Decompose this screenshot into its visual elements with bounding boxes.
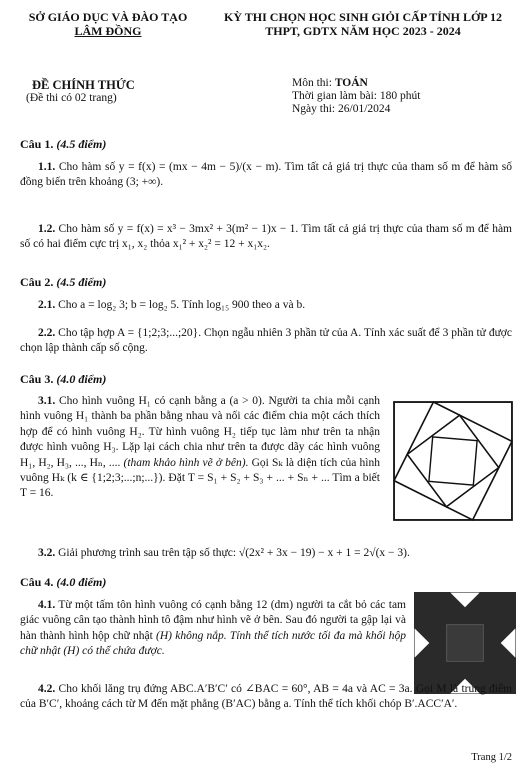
q3-part2-label: 3.2.	[38, 547, 56, 559]
q3-title-text: Câu 3.	[20, 372, 57, 386]
q1-part1-text: Cho hàm số y = f(x) = (mx − 4m − 5)/(x − m). Tìm tất cả giá trị thực của tham số m để hàm số đồng biến trên khoảng (3; +∞).	[20, 161, 512, 189]
q3-part1-italic: (tham khảo hình vẽ ở bên).	[123, 456, 249, 469]
q1-part1	[20, 160, 512, 191]
q3-title	[20, 372, 512, 387]
exam-info	[292, 77, 420, 116]
q4-part1-label: 4.1.	[38, 599, 56, 611]
q2-title	[20, 275, 512, 290]
q1-part2	[20, 222, 512, 253]
q3-part1-text-a: Cho hình vuông H₁ có cạnh bằng a (a > 0). Người ta chia mỗi cạnh hình vuông H₁ thành ba phần bằng nhau và nối các điểm chia một cách thích hợp để có hình vuông H₂. Từ hình vuông H₂ tiếp tục làm như trên ta nhận được hình vuông H₃. Lặp lại cách chia như trên ta được dãy các hình vuông H₁, H₂, H₃, ..., Hₙ, ....	[20, 395, 380, 469]
pages-note: (Đề thi có 02 trang)	[26, 92, 117, 104]
header-organization	[18, 10, 198, 38]
q3-points: (4.0 điểm)	[56, 372, 107, 386]
header-exam-title	[208, 10, 518, 38]
q4-part1-italic: (H) không nắp. Tính thể tích nước tối đa mà khối hộp chữ nhật (H) có thể chứa được.	[20, 629, 406, 658]
exam-date: Ngày thi: 26/01/2024	[292, 103, 391, 115]
q4-title	[20, 575, 512, 590]
q4-part2	[20, 682, 512, 713]
q4-points: (4.0 điểm)	[56, 575, 107, 589]
q2-part2-text: Cho tập hợp A = {1;2;3;...;20}. Chọn ngẫu nhiên 3 phần tử của A. Tính xác suất để 3 phần tử được chọn lập thành cấp số cộng.	[20, 327, 512, 355]
cross-shape-figure	[414, 592, 516, 694]
q4-part2-text: Cho khối lăng trụ đứng ABC.A′B′C′ có ∠BAC = 60°, AB = 4a và AC = 3a. Gọi M là trung điểm của B′C′, khoảng cách từ M đến mặt phẳng (B′AC) bằng a. Tính thể tích khối chóp B′.ACC′A′.	[20, 683, 512, 711]
exam-title-line-1: KỲ THI CHỌN HỌC SINH GIỎI CẤP TỈNH LỚP 12	[224, 10, 502, 24]
q3-part1	[20, 394, 380, 502]
q2-part2	[20, 326, 512, 357]
exam-title-line-2: THPT, GDTX NĂM HỌC 2023 - 2024	[265, 24, 461, 38]
q2-part1-label: 2.1.	[38, 299, 56, 311]
q4-part1-text-a: Từ một tấm tôn hình vuông có cạnh bằng 12 (dm) người ta cắt bỏ các tam giác vuông cân tạo thành hình tô đậm như hình vẽ ở bên. Sau đó người ta gập lại và hàn thành hình hộp chữ nhật	[20, 599, 406, 642]
nested-squares-figure	[392, 400, 514, 522]
q1-points: (4.5 điểm)	[56, 137, 107, 151]
square-h3	[407, 415, 499, 507]
q1-part2-label: 1.2.	[38, 223, 56, 235]
subject-line	[292, 77, 420, 90]
q4-part1	[20, 598, 406, 660]
page-number: Trang 1/2	[471, 752, 512, 763]
subject-label: Môn thi:	[292, 77, 335, 89]
official-label: ĐỀ CHÍNH THỨC	[32, 78, 135, 92]
q2-part1	[20, 298, 512, 313]
nested-squares-svg	[392, 400, 514, 522]
q4-title-text: Câu 4.	[20, 575, 57, 589]
q1-part2-text: Cho hàm số y = f(x) = x³ − 3mx² + 3(m² − 1)x − 1. Tìm tất cả giá trị thực của tham số m để hàm số có hai điểm cực trị x₁, x₂ thỏa x₁² + x₂² = 12 + x₁x₂.	[20, 223, 512, 251]
q3-part1-label: 3.1.	[38, 395, 56, 407]
exam-time: Thời gian làm bài: 180 phút	[292, 90, 421, 102]
q2-part2-label: 2.2.	[38, 327, 56, 339]
cross-shape-svg	[414, 592, 516, 694]
box-base	[447, 625, 484, 662]
q1-title-text: Câu 1.	[20, 137, 57, 151]
q1-part1-label: 1.1.	[38, 161, 56, 173]
subject-value: TOÁN	[334, 77, 368, 89]
q3-part2-text: Giải phương trình sau trên tập số thực: √(2x² + 3x − 19) − x + 1 = 2√(x − 3).	[55, 547, 410, 559]
org-line-2: LÂM ĐỒNG	[74, 24, 142, 38]
org-line-1: SỞ GIÁO DỤC VÀ ĐÀO TẠO	[28, 10, 188, 24]
q2-part1-text: Cho a = log₂ 3; b = log₂ 5. Tính log₁₅ 900 theo a và b.	[55, 299, 306, 311]
q1-title	[20, 137, 512, 152]
q2-points: (4.5 điểm)	[56, 275, 107, 289]
q4-part2-label: 4.2.	[38, 683, 56, 695]
q3-part2	[20, 546, 512, 561]
q3-part1-text-b: Gọi Sₖ là diện tích của hình vuông Hₖ (k ∈ {1;2;3;...;n;...}). Đặt T = S₁ + S₂ + S₃ + ... + Sₙ + ... Tìm a biết T = 16.	[20, 456, 380, 500]
q2-title-text: Câu 2.	[20, 275, 57, 289]
square-h4	[429, 437, 477, 485]
